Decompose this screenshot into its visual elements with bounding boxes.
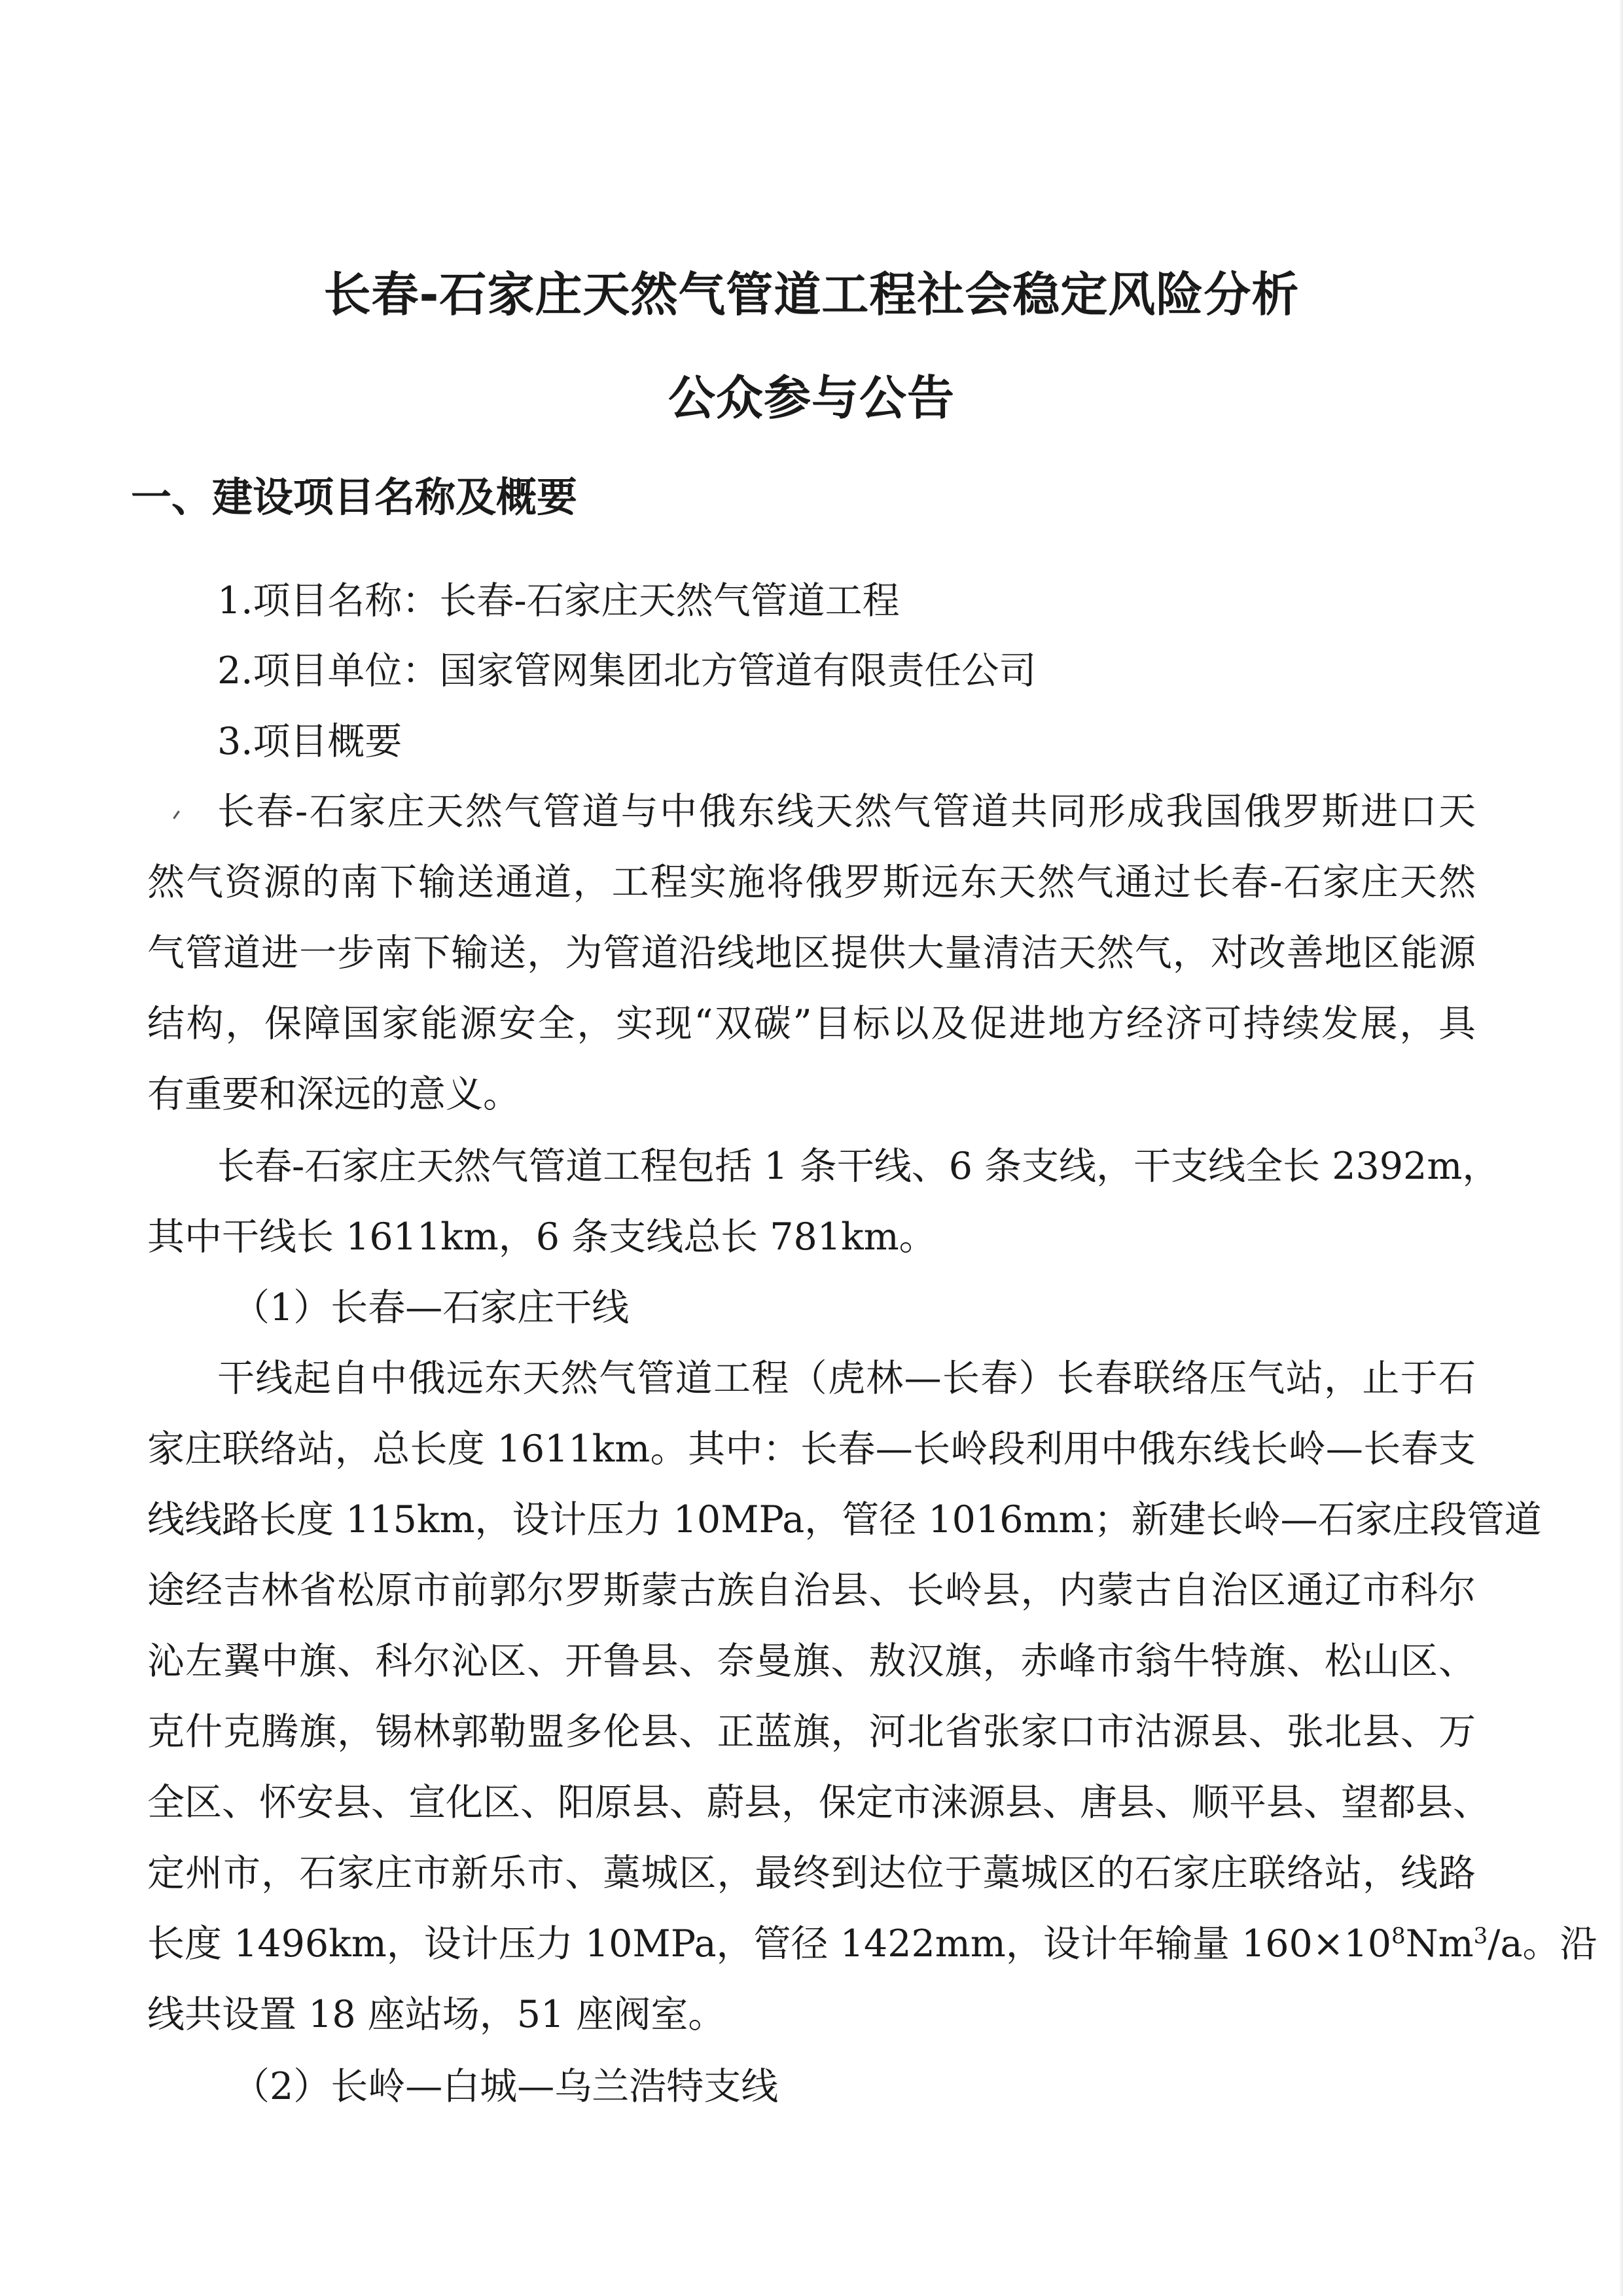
subsection-heading-2: （2）长岭—白城—乌兰浩特支线 [232,2065,779,2108]
project-overview-item: 3.项目概要 [217,720,402,763]
scan-edge-shadow [1619,0,1623,2296]
document-title: 长春-石家庄天然气管道工程社会稳定风险分析 [323,267,1300,322]
document-subtitle: 公众参与公告 [668,370,955,425]
project-name-item: 1.项目名称：长春-石家庄天然气管道工程 [217,579,900,622]
scan-mark [173,810,179,819]
superscript: 3 [1473,1923,1488,1949]
para1-line: 气管道进一步南下输送，为管道沿线地区提供大量清洁天然气，对改善地区能源 [147,931,1476,975]
para3-line: 沁左翼中旗、科尔沁区、开鲁县、奈曼旗、敖汉旗，赤峰市翁牛特旗、松山区、 [147,1640,1476,1683]
subsection-heading-1: （1）长春—石家庄干线 [232,1286,630,1329]
para3-line: 线线路长度 115km，设计压力 10MPa，管径 1016mm；新建长岭—石家庄段管道 [147,1498,1542,1541]
para3-line: 途经吉林省松原市前郭尔罗斯蒙古族自治县、长岭县，内蒙古自治区通辽市科尔 [147,1569,1476,1612]
para3-line-part: Nm [1405,1922,1474,1965]
para3-line: 全区、怀安县、宣化区、阳原县、蔚县，保定市涞源县、唐县、顺平县、望都县、 [147,1781,1490,1824]
para3-line: 干线起自中俄远东天然气管道工程（虎林—长春）长春联络压气站，止于石 [217,1357,1476,1400]
para1-line: 然气资源的南下输送通道，工程实施将俄罗斯远东天然气通过长春-石家庄天然 [147,861,1476,904]
para1-line: 结构，保障国家能源安全，实现“双碳”目标以及促进地方经济可持续发展，具 [147,1002,1476,1045]
para3-line: 线共设置 18 座站场，51 座阀室。 [147,1993,726,2036]
para1-line: 长春-石家庄天然气管道与中俄东线天然气管道共同形成我国俄罗斯进口天 [217,790,1476,833]
para2-line: 其中干线长 1611km，6 条支线总长 781km。 [147,1215,936,1259]
para2-line: 长春-石家庄天然气管道工程包括 1 条干线、6 条支线，干支线全长 2392m， [217,1145,1500,1188]
para3-line: 定州市，石家庄市新乐市、藁城区，最终到达位于藁城区的石家庄联络站，线路 [147,1852,1476,1895]
para3-line-with-superscript [147,1918,1597,1970]
para3-line: 家庄联络站，总长度 1611km。其中：长春—长岭段利用中俄东线长岭—长春支 [147,1427,1476,1471]
project-unit-item: 2.项目单位：国家管网集团北方管道有限责任公司 [217,649,1037,692]
para3-line-part: /a。沿 [1488,1922,1597,1965]
para1-line: 有重要和深远的意义。 [147,1073,520,1116]
para3-line: 克什克腾旗，锡林郭勒盟多伦县、正蓝旗，河北省张家口市沽源县、张北县、万 [147,1710,1476,1753]
para3-line-part: 长度 1496km，设计压力 10MPa，管径 1422mm，设计年输量 160×10 [147,1922,1392,1965]
superscript: 8 [1391,1923,1406,1949]
section-heading-1: 一、建设项目名称及概要 [131,473,578,521]
